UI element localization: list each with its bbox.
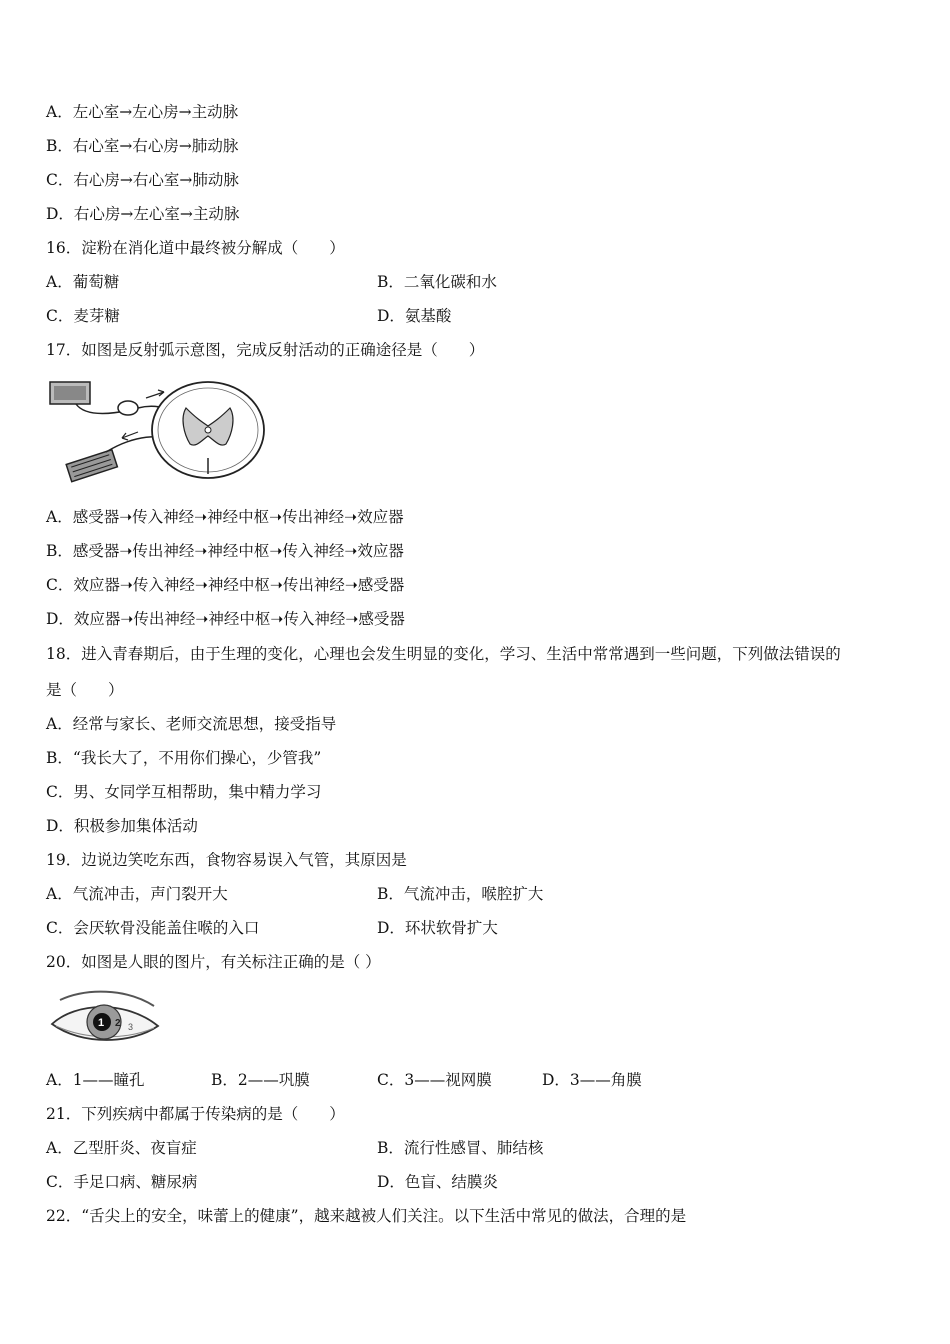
- q17-stem: 17．如图是反射弧示意图，完成反射活动的正确途径是（ ）: [46, 341, 485, 359]
- q21-stem: 21．下列疾病中都属于传染病的是（ ）: [46, 1105, 345, 1123]
- q21-option-b: B．流行性感冒、肺结核: [377, 1139, 544, 1157]
- q18-stem-line2: 是（ ）: [46, 681, 124, 699]
- q18-option-d: D．积极参加集体活动: [46, 817, 198, 835]
- q18-option-b: B．“我长大了，不用你们操心，少管我”: [46, 749, 322, 767]
- q19-stem: 19．边说边笑吃东西，食物容易误入气管，其原因是: [46, 851, 407, 869]
- q18-option-c: C．男、女同学互相帮助，集中精力学习: [46, 783, 322, 801]
- eye-label-1: 1: [98, 1017, 105, 1029]
- q15-option-d: D．右心房→左心室→主动脉: [46, 205, 240, 223]
- q19-option-a: A．气流冲击，声门裂开大: [46, 885, 228, 903]
- q22-stem: 22．“舌尖上的安全，味蕾上的健康”，越来越被人们关注。以下生活中常见的做法，合理的是: [46, 1207, 687, 1225]
- q19-option-d: D．环状软骨扩大: [377, 919, 498, 937]
- q21-option-a: A．乙型肝炎、夜盲症: [46, 1139, 197, 1157]
- q16-option-a: A．葡萄糖: [46, 273, 120, 291]
- eye-label-2: 2: [115, 1018, 121, 1029]
- reflex-arc-diagram-icon: [46, 378, 268, 490]
- q17-option-d: D．效应器➝传出神经➝神经中枢➝传入神经➝感受器: [46, 610, 405, 628]
- q17-option-b: B．感受器➝传出神经➝神经中枢➝传入神经➝效应器: [46, 542, 404, 560]
- q20-option-a: A．1——瞳孔: [46, 1071, 145, 1089]
- q19-option-b: B．气流冲击，喉腔扩大: [377, 885, 544, 903]
- q20-option-b: B．2——巩膜: [211, 1071, 310, 1089]
- q16-option-d: D．氨基酸: [377, 307, 452, 325]
- q16-option-b: B．二氧化碳和水: [377, 273, 497, 291]
- q17-option-c: C．效应器➝传入神经➝神经中枢➝传出神经➝感受器: [46, 576, 405, 594]
- eye-label-3: 3: [128, 1022, 134, 1032]
- q21-option-d: D．色盲、结膜炎: [377, 1173, 498, 1191]
- human-eye-diagram-icon: [46, 988, 162, 1052]
- q20-option-d: D．3——角膜: [542, 1071, 642, 1089]
- q15-option-b: B．右心室→右心房→肺动脉: [46, 137, 239, 155]
- q18-option-a: A．经常与家长、老师交流思想，接受指导: [46, 715, 337, 733]
- q16-option-c: C．麦芽糖: [46, 307, 120, 325]
- q21-option-c: C．手足口病、糖尿病: [46, 1173, 198, 1191]
- q15-option-a: A．左心室→左心房→主动脉: [46, 103, 239, 121]
- q18-stem-line1: 18．进入青春期后，由于生理的变化，心理也会发生明显的变化，学习、生活中常常遇到一些问题，下列做法错误的: [46, 645, 841, 663]
- q20-stem: 20．如图是人眼的图片，有关标注正确的是（ ）: [46, 953, 381, 971]
- q19-option-c: C．会厌软骨没能盖住喉的入口: [46, 919, 260, 937]
- q15-option-c: C．右心房→右心室→肺动脉: [46, 171, 239, 189]
- q16-stem: 16．淀粉在消化道中最终被分解成（ ）: [46, 239, 345, 257]
- q17-option-a: A．感受器➝传入神经➝神经中枢➝传出神经➝效应器: [46, 508, 404, 526]
- q20-option-c: C．3——视网膜: [377, 1071, 492, 1089]
